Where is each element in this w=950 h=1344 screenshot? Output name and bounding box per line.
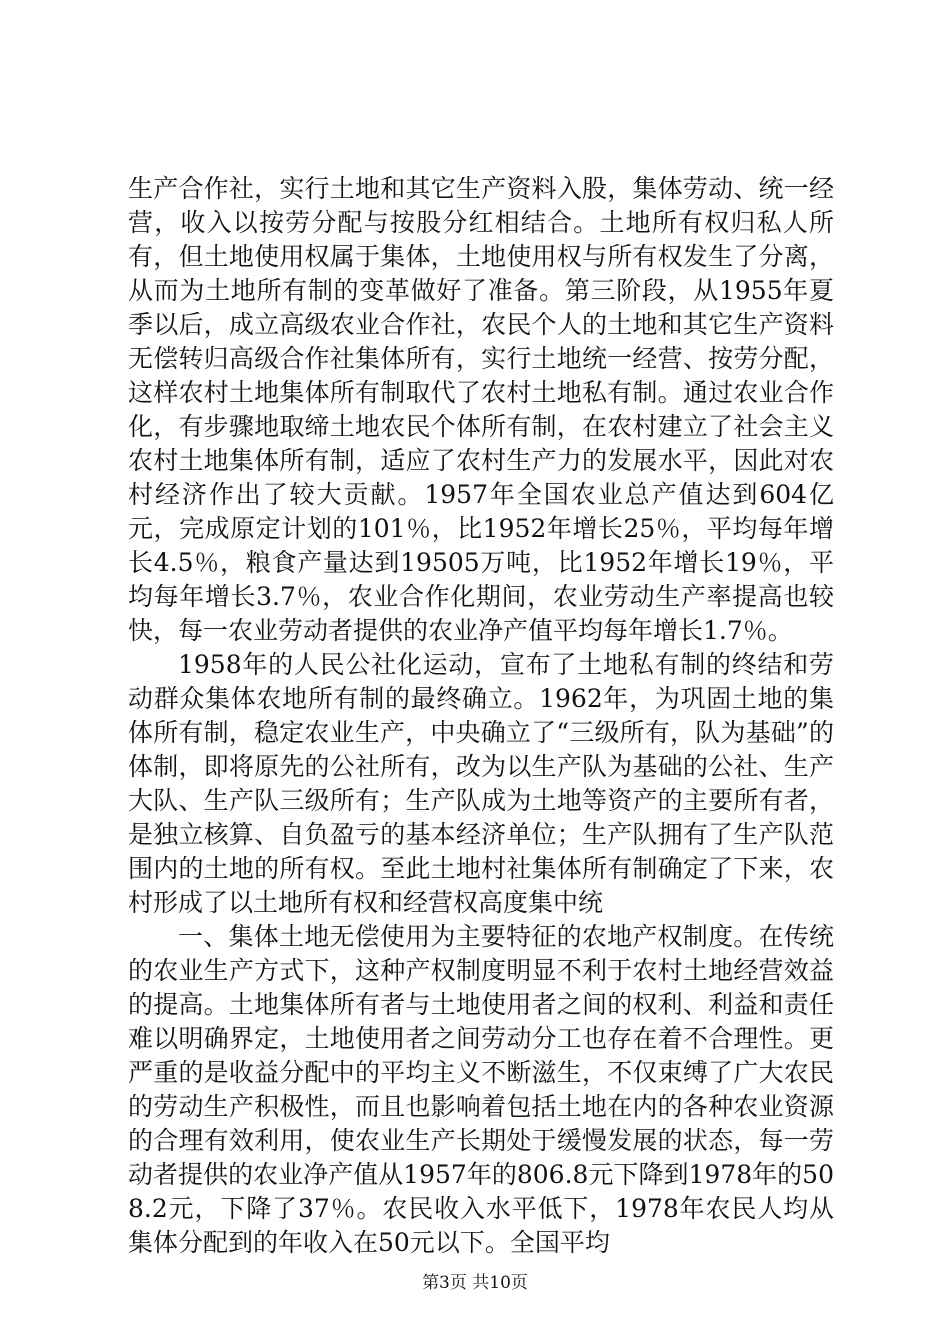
paragraph-3: 一、集体土地无偿使用为主要特征的农地产权制度。在传统的农业生产方式下，这种产权制度明显不利于农村土地经营效益的提高。土地集体所有者与土地使用者之间的权利、利益和责任难以明确界定，土地使用者之间劳动分工也存在着不合理性。更严重的是收益分配中的平均主义不断滋生，不仅束缚了广大农民的劳动生产积极性，而且也影响着包括土地在内的各种农业资源的合理有效利用，使农业生产长期处于缓慢发展的状态，每一劳动者提供的农业净产值从1957年的806.8元下降到1978年的508.2元，下降了37％。农民收入水平低下，1978年农民人均从集体分配到的年收入在50元以下。全国平均 <box>128 922 834 1257</box>
page-footer: 第3页 共10页 <box>422 1273 528 1293</box>
paragraph-1: 生产合作社，实行土地和其它生产资料入股，集体劳动、统一经营，收入以按劳分配与按股分红相结合。土地所有权归私人所有，但土地使用权属于集体，土地使用权与所有权发生了分离，从而为土地所有制的变革做好了准备。第三阶段，从1955年夏季以后，成立高级农业合作社，农民个人的土地和其它生产资料无偿转归高级合作社集体所有，实行土地统一经营、按劳分配，这样农村土地集体所有制取代了农村土地私有制。通过农业合作化，有步骤地取缔土地农民个体所有制，在农村建立了社会主义农村土地集体所有制，适应了农村生产力的发展水平，因此对农村经济作出了较大贡献。1957年全国农业总产值达到604亿元，完成原定计划的101％，比1952年增长25％，平均每年增长4.5％，粮食产量达到19505万吨，比1952年增长19％，平均每年增长3.7％，农业合作化期间，农业劳动生产率提高也较快，每一农业劳动者提供的农业净产值平均每年增长1.7％。 <box>128 174 834 645</box>
body-text <box>128 172 834 1260</box>
paragraph-2: 1958年的人民公社化运动，宣布了土地私有制的终结和劳动群众集体农地所有制的最终确立。1962年，为巩固土地的集体所有制，稳定农业生产，中央确立了“三级所有，队为基础”的体制，即将原先的公社所有，改为以生产队为基础的公社、生产大队、生产队三级所有；生产队成为土地等资产的主要所有者，是独立核算、自负盈亏的基本经济单位；生产队拥有了生产队范围内的土地的所有权。至此土地村社集体所有制确定了下来，农村形成了以土地所有权和经营权高度集中统 <box>128 650 834 917</box>
